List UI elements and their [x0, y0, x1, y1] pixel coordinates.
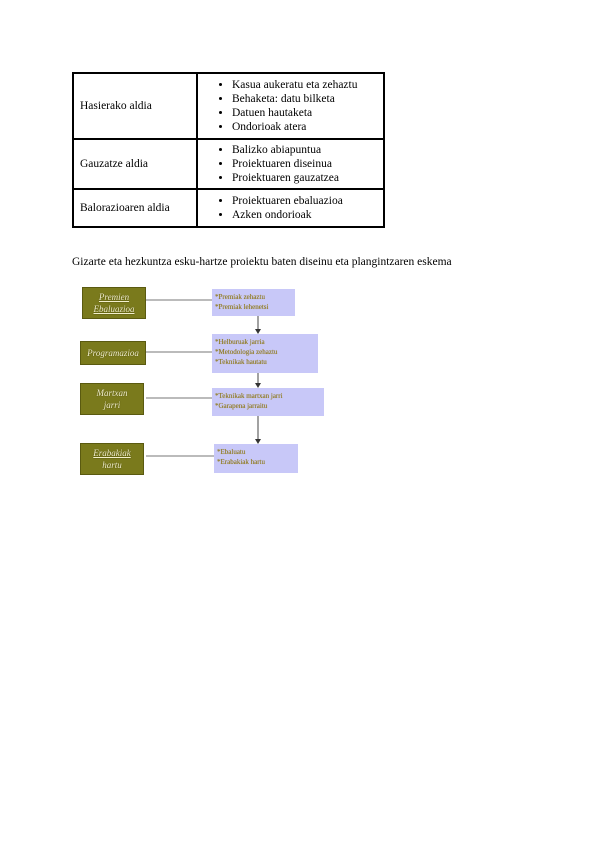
activity-item: *Premiak zehaztu	[215, 293, 265, 301]
phase-cell: Balorazioaren aldia	[73, 189, 197, 227]
list-item: • Balizko abiapuntua	[232, 143, 379, 157]
stage-box	[82, 287, 146, 319]
phase-cell: Gauzatze aldia	[73, 139, 197, 189]
activity-box	[212, 334, 318, 373]
stage-label: Programazioa	[87, 348, 139, 358]
list-item: • Proiektuaren diseinua	[232, 157, 379, 171]
list-item: • Proiektuaren gauzatzea	[232, 171, 379, 185]
stage-label: Premien	[98, 292, 130, 302]
stage-label: Ebaluazioa	[93, 304, 135, 314]
stage-label: Martxan	[96, 388, 128, 398]
activity-item: *Erabakiak hartu	[217, 458, 266, 466]
list-item: • Proiektuaren ebaluazioa	[232, 194, 379, 208]
stage-box	[80, 383, 144, 415]
activity-item: *Teknikak martxan jarri	[215, 392, 283, 400]
activity-item: *Garapena jarraitu	[215, 402, 268, 410]
activity-item: *Helburuak jarria	[215, 338, 265, 346]
stage-box	[80, 341, 146, 365]
list-item: • Kasua aukeratu eta zehaztu	[232, 78, 379, 92]
list-item: • Behaketa: datu bilketa	[232, 92, 379, 106]
activity-item: *Teknikak hautatu	[215, 358, 267, 366]
activity-item: *Ebaluatu	[217, 448, 246, 456]
activity-item: *Metodologia zehaztu	[215, 348, 278, 356]
activity-item: *Premiak lehenetsi	[215, 303, 269, 311]
activity-box	[212, 289, 295, 316]
activity-box	[212, 388, 324, 416]
stage-label: Erabakiak	[93, 448, 131, 458]
phase-cell: Hasierako aldia	[73, 73, 197, 139]
list-item: • Datuen hautaketa	[232, 106, 379, 120]
diagram-caption: Gizarte eta hezkuntza esku-hartze proiektu baten diseinu eta plangintzaren eskema	[72, 256, 452, 268]
list-item: • Azken ondorioak	[232, 208, 379, 222]
list-item: • Ondorioak atera	[232, 120, 379, 134]
stage-label: hartu	[102, 460, 122, 470]
stage-box	[80, 443, 144, 475]
stage-label: jarri	[103, 400, 121, 410]
activity-box	[214, 444, 298, 473]
